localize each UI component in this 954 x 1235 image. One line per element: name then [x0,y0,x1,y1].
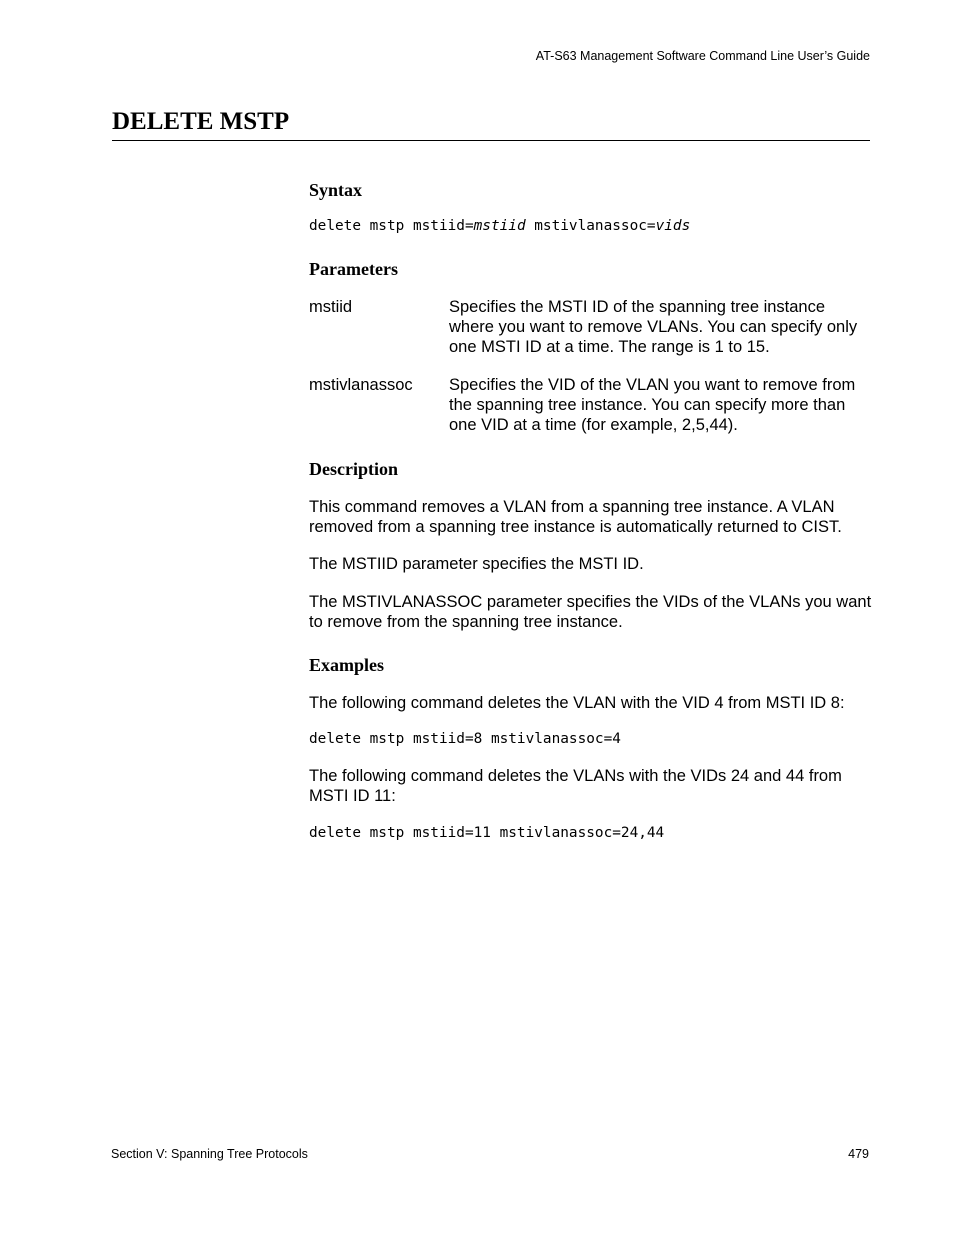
example-text: The following command deletes the VLANs with the VIDs 24 and 44 from MSTI ID 11: [309,767,842,805]
parameter-name: mstiid [309,298,353,316]
description-paragraph: This command removes a VLAN from a spanning tree instance. A VLAN removed from a spanning tree instance is automatically returned to CIST. [309,498,842,536]
description-paragraph: The MSTIVLANASSOC parameter specifies the VIDs of the VLANs you want to remove from the spanning tree instance. [309,593,872,631]
footer-page-number: 479 [848,1147,869,1161]
parameters-heading: Parameters [309,259,398,279]
description-heading: Description [309,459,398,479]
parameter-description: Specifies the VID of the VLAN you want to remove from the spanning tree instance. You can specify more than one VID at a time (for example, 2,5,44). [449,376,856,434]
syntax-cmd-var1: mstiid [473,218,526,234]
footer-section: Section V: Spanning Tree Protocols [111,1147,308,1161]
syntax-cmd-var2: vids [655,218,691,234]
page-title: DELETE MSTP [112,108,290,135]
title-rule [112,140,870,141]
example-text: The following command deletes the VLAN with the VID 4 from MSTI ID 8: [309,694,845,712]
example-command: delete mstp mstiid=8 mstivlanassoc=4 [309,731,621,747]
description-paragraph: The MSTIID parameter specifies the MSTI ID. [309,555,644,573]
syntax-heading: Syntax [309,180,363,200]
parameter-description: Specifies the MSTI ID of the spanning tree instance where you want to remove VLANs. You can specify only one MSTI ID at a time. The range is 1 to 15. [449,298,858,356]
running-header: AT-S63 Management Software Command Line User’s Guide [535,49,870,63]
parameter-name: mstivlanassoc [309,376,413,394]
syntax-cmd-part1: delete mstp mstiid= [309,218,474,234]
example-command: delete mstp mstiid=11 mstivlanassoc=24,44 [309,825,665,841]
syntax-cmd-part2: mstivlanassoc= [525,218,656,234]
examples-heading: Examples [309,655,385,675]
syntax-command [309,217,874,235]
